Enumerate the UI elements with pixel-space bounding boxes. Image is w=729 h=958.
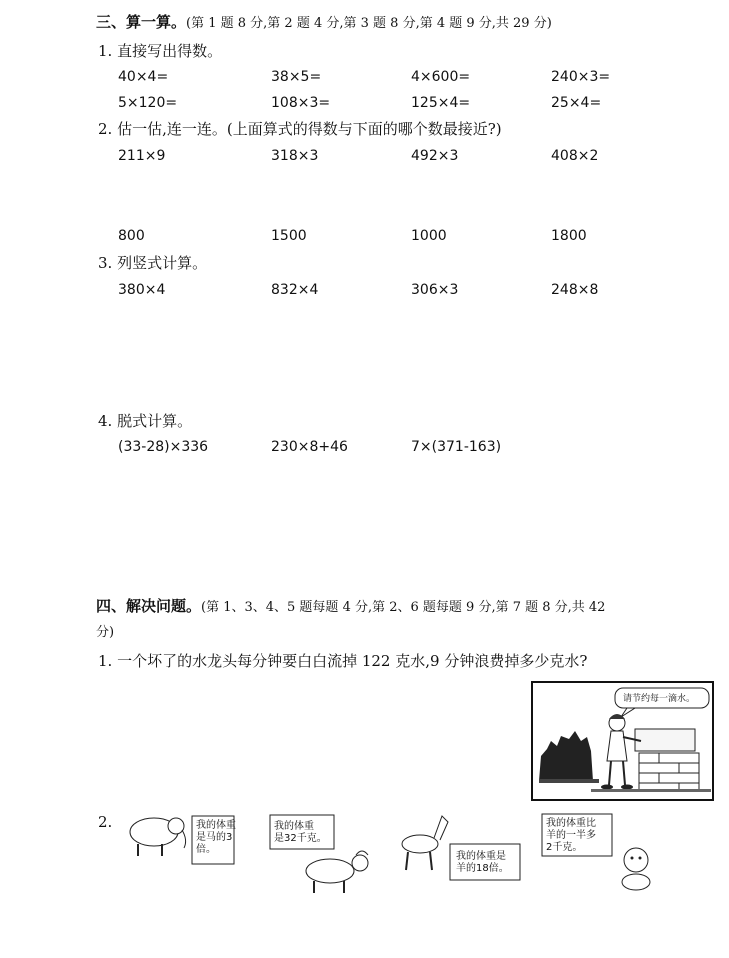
q3-expr: 248×8 (551, 282, 599, 298)
section4-scoring: (第 1、3、4、5 题每题 4 分,第 2、6 题每题 9 分,第 7 题 8 分,共 42 (201, 600, 606, 615)
q1-expr: 5×120= (118, 95, 178, 111)
q2-expr: 492×3 (411, 148, 459, 164)
faucet-illustration (531, 681, 714, 801)
q1-expr: 108×3= (271, 95, 331, 111)
q1-label: 1. 直接写出得数。 (98, 42, 223, 60)
dog-bubble-text: 我的体重比 羊的一半多 2千克。 (546, 818, 596, 853)
sheep-illustration (268, 813, 388, 898)
q1-expr: 40×4= (118, 69, 169, 85)
q2-number: 800 (118, 228, 145, 244)
q3-expr: 832×4 (271, 282, 319, 298)
dog-illustration (540, 812, 670, 894)
q2-number: 1500 (271, 228, 307, 244)
section4-title-text: 四、解决问题。 (96, 597, 202, 615)
elephant-illustration (118, 810, 238, 870)
q4-label: 4. 脱式计算。 (98, 412, 193, 430)
q2-expr: 318×3 (271, 148, 319, 164)
q1-expr: 4×600= (411, 69, 471, 85)
section4-title (96, 599, 605, 614)
horse-illustration (394, 808, 524, 888)
q1-expr: 38×5= (271, 69, 322, 85)
q2-number: 1800 (551, 228, 587, 244)
q1-expr: 125×4= (411, 95, 471, 111)
q1-expr: 240×3= (551, 69, 611, 85)
s4-q2-label: 2. (98, 813, 113, 831)
elephant-bubble-text: 我的体重 是马的3 倍。 (196, 820, 236, 855)
s4-q1-label: 1. 一个坏了的水龙头每分钟要白白流掉 122 克水,9 分钟浪费掉多少克水? (98, 652, 588, 670)
q2-expr: 211×9 (118, 148, 166, 164)
q3-expr: 306×3 (411, 282, 459, 298)
q4-expr: 230×8+46 (271, 439, 348, 455)
horse-bubble-text: 我的体重是 羊的18倍。 (456, 851, 509, 874)
faucet-bubble-text: 请节约每一滴水。 (623, 694, 696, 704)
section3-scoring: (第 1 题 8 分,第 2 题 4 分,第 3 题 8 分,第 4 题 9 分,共 29 分) (186, 16, 552, 31)
section4-scoring-cont: 分) (96, 625, 115, 640)
q4-expr: 7×(371-163) (411, 439, 502, 455)
q2-label: 2. 估一估,连一连。(上面算式的得数与下面的哪个数最接近?) (98, 120, 502, 138)
q2-expr: 408×2 (551, 148, 599, 164)
q1-expr: 25×4= (551, 95, 602, 111)
sheep-bubble-text: 我的体重 是32千克。 (274, 821, 327, 844)
section3-title-text: 三、算一算。 (96, 13, 187, 31)
q2-number: 1000 (411, 228, 447, 244)
q3-expr: 380×4 (118, 282, 166, 298)
q3-label: 3. 列竖式计算。 (98, 254, 208, 272)
section3-title (96, 15, 552, 30)
q4-expr: (33-28)×336 (118, 439, 209, 455)
